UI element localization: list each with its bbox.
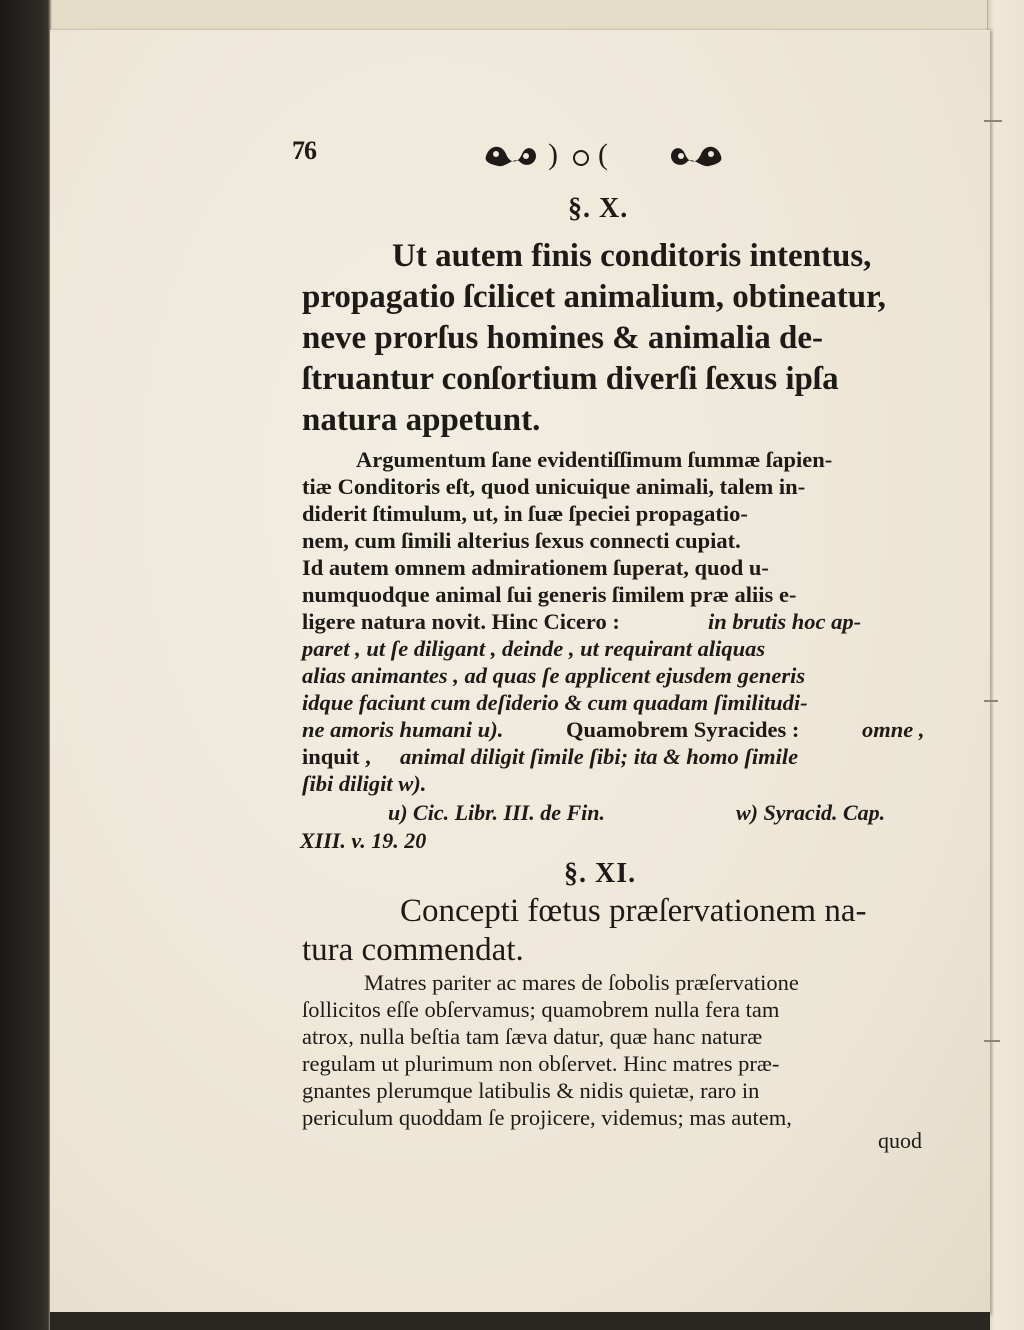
- section-heading-x: §. X.: [568, 193, 629, 224]
- commentary-line: atrox, nulla beſtia tam ſæva datur, quæ hanc naturæ: [302, 1024, 763, 1049]
- commentary-line: Quamobrem Syracides :: [566, 717, 800, 742]
- quote-line: alias animantes , ad quas ſe applicent ejusdem generis: [302, 663, 806, 688]
- adjacent-page-edge: [987, 0, 1024, 1330]
- quote-line: omne ,: [862, 717, 925, 742]
- quote-line: ſibi diligit w).: [302, 771, 427, 796]
- ornament-left-icon: [482, 142, 540, 170]
- commentary-line: Matres pariter ac mares de ſobolis præſervatione: [364, 970, 799, 995]
- footnote-w-continued: XIII. v. 19. 20: [300, 828, 427, 853]
- footnote-w: w) Syracid. Cap.: [736, 800, 886, 825]
- main-text-line: Concepti fœtus præſervationem na-: [400, 893, 867, 929]
- commentary-line: Argumentum ſane evidentiſſimum ſummæ ſapien-: [356, 447, 833, 472]
- main-text-line: tura commendat.: [302, 932, 524, 968]
- page-edge-mark: [984, 120, 1002, 122]
- commentary-line: nem, cum ſimili alterius ſexus connecti cupiat.: [302, 528, 741, 553]
- main-text-line: propagatio ſcilicet animalium, obtineatur,: [302, 279, 886, 315]
- page-edge-mark: [984, 700, 998, 702]
- commentary-line: diderit ſtimulum, ut, in ſuæ ſpeciei propagatio-: [302, 501, 748, 526]
- quote-line: paret , ut ſe diligant , deinde , ut requirant aliquas: [302, 636, 766, 661]
- quote-line: idque faciunt cum deſiderio & cum quadam ſimilitudi-: [302, 690, 808, 715]
- quote-line: in brutis hoc ap-: [708, 609, 862, 634]
- header-circle-symbol: [573, 150, 589, 166]
- main-text-line: neve prorſus homines & animalia de-: [302, 320, 823, 356]
- commentary-line: periculum quoddam ſe projicere, videmus; mas autem,: [302, 1105, 792, 1130]
- commentary-line: Id autem omnem admirationem ſuperat, quod u-: [302, 555, 769, 580]
- main-text-line: ſtruantur conſortium diverſi ſexus ipſa: [302, 361, 839, 397]
- catchword: quod: [878, 1128, 922, 1153]
- header-paren-right: (: [598, 138, 608, 171]
- commentary-line: regulam ut plurimum non obſervet. Hinc matres præ-: [302, 1051, 780, 1076]
- page-number: 76: [292, 136, 316, 165]
- commentary-line: tiæ Conditoris eſt, quod unicuique animali, talem in-: [302, 474, 806, 499]
- commentary-line: gnantes plerumque latibulis & nidis quietæ, raro in: [302, 1078, 760, 1103]
- commentary-line: inquit ,: [302, 744, 371, 769]
- section-heading-xi: §. XI.: [564, 858, 637, 889]
- main-text-line: Ut autem finis conditoris intentus,: [392, 238, 872, 274]
- quote-line: animal diligit ſimile ſibi; ita & homo ſimile: [400, 744, 799, 769]
- page-edge-mark: [984, 1040, 1000, 1042]
- main-text-line: natura appetunt.: [302, 402, 541, 438]
- commentary-line: ligere natura novit. Hinc Cicero :: [302, 609, 620, 634]
- scan-bottom-edge: [50, 1312, 990, 1330]
- page-header: [292, 134, 772, 184]
- header-paren-left: ): [548, 138, 558, 171]
- quote-line: ne amoris humani u).: [302, 717, 504, 742]
- commentary-line: ſollicitos eſſe obſervamus; quamobrem nulla fera tam: [302, 997, 780, 1022]
- commentary-line: numquodque animal ſui generis ſimilem præ aliis e-: [302, 582, 797, 607]
- footnote-u: u) Cic. Libr. III. de Fin.: [388, 800, 605, 825]
- ornament-right-icon: [667, 142, 725, 170]
